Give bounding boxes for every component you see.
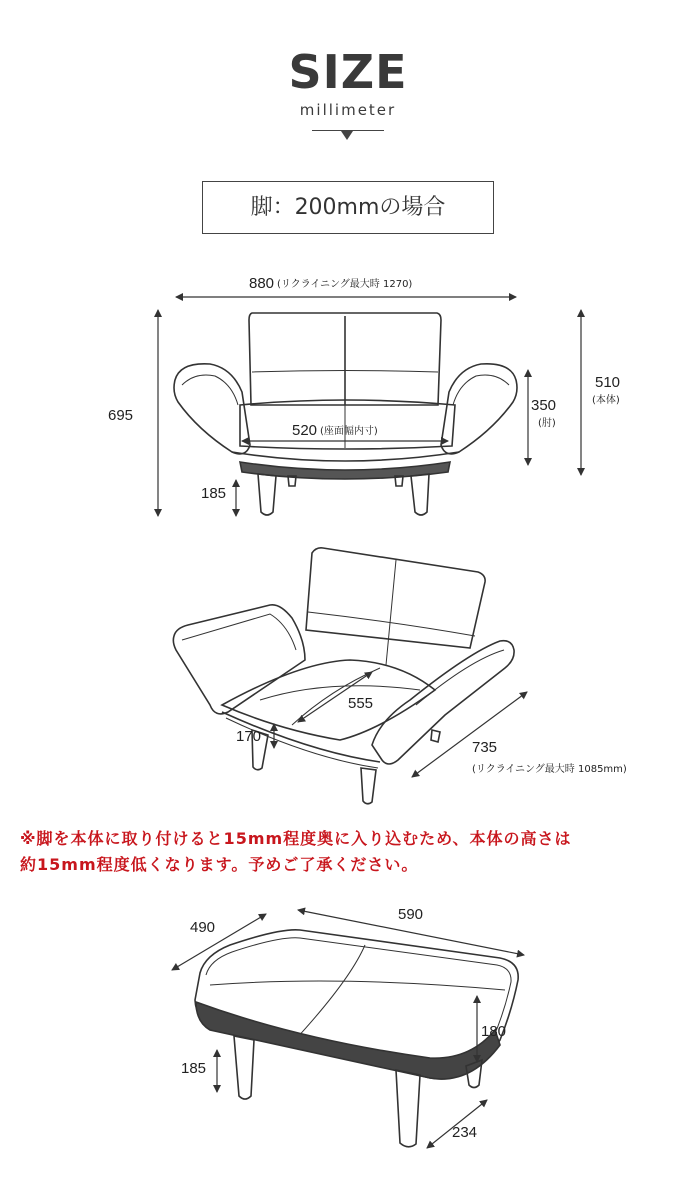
unit-subtitle: millimeter xyxy=(299,101,397,119)
depth-dimension-label xyxy=(472,739,627,775)
front-dimension-lines xyxy=(158,297,581,516)
seat-width-label xyxy=(292,422,378,439)
leg-condition-box: 脚：200mmの場合 xyxy=(202,181,494,234)
ottoman-width-label: 590 xyxy=(398,906,424,923)
svg-text:(リクライニング最大時 1270): (リクライニング最大時 1270) xyxy=(277,279,413,290)
body-height-label xyxy=(592,374,620,406)
notice-line-2: 約15mm程度低くなります。予めご了承ください。 xyxy=(20,855,419,874)
svg-text:880: 880 xyxy=(249,275,275,292)
ottoman-depth-label: 490 xyxy=(190,919,216,936)
svg-text:350: 350 xyxy=(531,397,557,414)
notice-line-1: ※脚を本体に取り付けると15mm程度奥に入り込むため、本体の高さは xyxy=(20,829,572,848)
leg-height-label: 185 xyxy=(201,485,227,502)
ottoman-body-height-label: 180 xyxy=(481,1023,507,1040)
seat-height-label: 170 xyxy=(236,728,262,745)
svg-text:510: 510 xyxy=(595,374,621,391)
page-title: SIZE xyxy=(288,45,408,99)
svg-text:735: 735 xyxy=(472,739,498,756)
svg-text:(座面幅内寸): (座面幅内寸) xyxy=(320,426,378,437)
installation-notice xyxy=(20,826,680,878)
ottoman-leg-spacing-label: 234 xyxy=(452,1124,478,1141)
ottoman-leg-height-label: 185 xyxy=(181,1060,207,1077)
seat-depth-label: 555 xyxy=(348,695,374,712)
sofa-angled-illustration xyxy=(173,548,514,804)
svg-text:520: 520 xyxy=(292,422,318,439)
svg-text:(本体): (本体) xyxy=(592,395,620,406)
arm-height-label xyxy=(531,397,556,429)
svg-text:(肘): (肘) xyxy=(538,418,556,429)
width-dimension-label xyxy=(249,275,412,292)
total-height-label: 695 xyxy=(108,407,134,424)
svg-text:(リクライニング最大時 1085mm): (リクライニング最大時 1085mm) xyxy=(472,764,627,775)
